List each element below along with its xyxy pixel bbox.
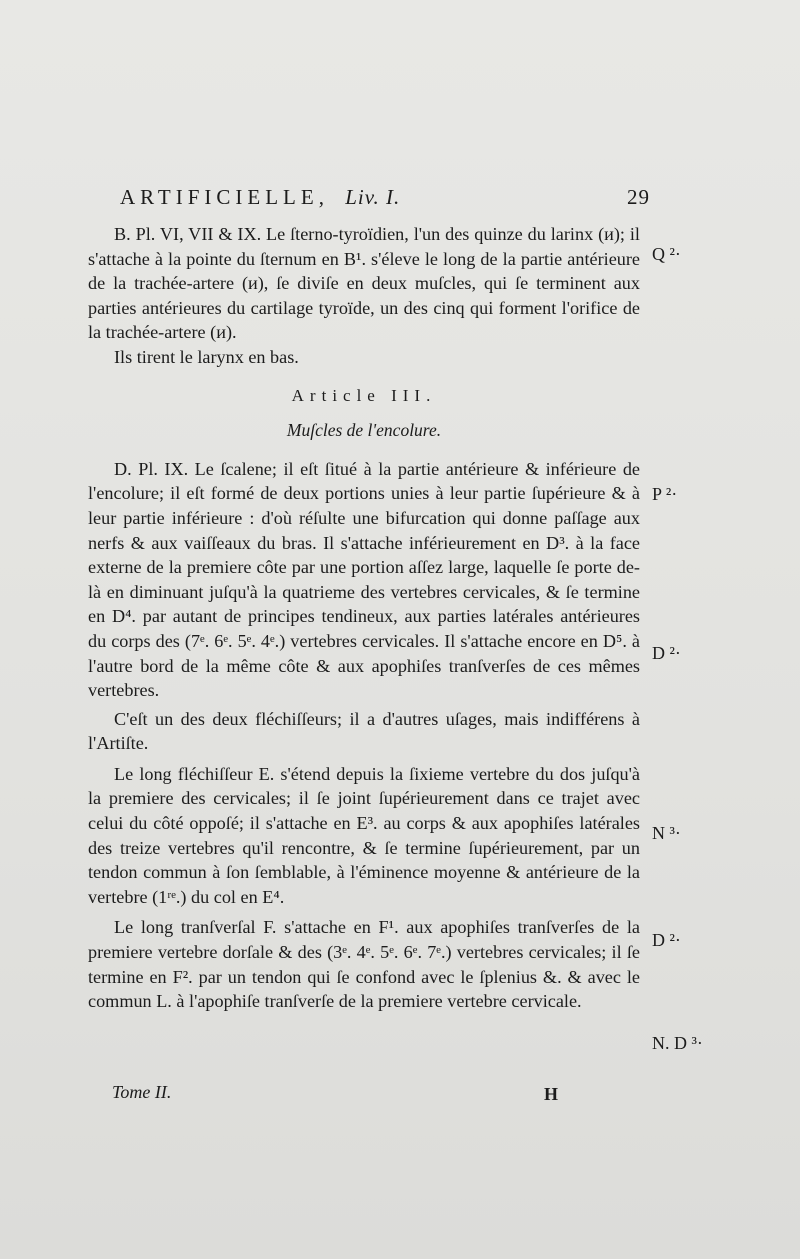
paragraph-flechisseurs: C'eſt un des deux fléchiſſeurs; il a d'autres uſages, mais indifférens à l'Artiſte.	[88, 708, 640, 754]
header-title: ARTIFICIELLE,	[120, 185, 329, 209]
paragraph-long-flechisseur: Le long fléchiſſeur E. s'étend depuis la ſixieme vertebre du dos juſqu'à la premiere des cervicales; il ſe joint ſupérieurement dans ce trajet avec celui du côté oppoſé; il s'attache en E³. au corps & aux apophiſes latérales des treize vertebres qu'il rencontre, & ſe termine ſupérieurement, par un tendon commun à ſon ſemblable, à l'éminence moyenne & antérieure de la vertebre (1ʳᵉ.) du col en E⁴.	[88, 763, 640, 907]
section-title: Muſcles de l'encolure.	[286, 420, 442, 441]
paragraph-long-transversal: Le long tranſverſal F. s'attache en F¹. aux apophiſes tranſverſes de la premiere vertebre dorſale & des (3ᵉ. 4ᵉ. 5ᵉ. 6ᵉ. 7ᵉ.) vertebres cervicales; il ſe termine en F². par un tendon qui ſe confond avec le ſplenius &. & avec le commun L. à l'apophiſe tranſverſe de la premiere vertebre cervicale.	[88, 917, 640, 1012]
margin-note-n3: N ³·	[652, 823, 681, 843]
margin-note-nd3: N. D ³·	[652, 1033, 703, 1053]
volume-label: Tome II.	[112, 1082, 172, 1102]
header-book: Liv. I.	[345, 185, 401, 209]
margin-note-p2: P ²·	[652, 484, 678, 504]
running-header	[120, 185, 650, 210]
page-number: 29	[627, 185, 650, 209]
margin-note-d2-a: D ²·	[652, 643, 681, 663]
page-footer	[112, 1082, 582, 1103]
article-heading: Article III.	[291, 385, 437, 405]
body-text	[88, 222, 640, 1014]
paragraph-sterno-tyroidien: B. Pl. VI, VII & IX. Le ſterno-tyroïdien, l'un des quinze du larinx (ᴎ); il s'attache à la pointe du ſternum en B¹. s'éleve le long de la partie antérieure de la trachée-artere (ᴎ), ſe diviſe en deux muſcles, qui ſe terminent aux parties antérieures du cartilage tyroïde, un des cinq qui forment l'orifice de la trachée-artere (ᴎ).	[88, 224, 640, 343]
paragraph-scalene: D. Pl. IX. Le ſcalene; il eſt ſitué à la partie antérieure & inférieure de l'encolure; il eſt formé de deux portions unies à leur partie ſupérieure & à leur partie inférieure : d'où réſulte une bifurcation qui donne paſſage aux nerfs & aux vaiſſeaux du bras. Il s'attache inférieurement en D³. à la face externe de la premiere côte par une portion aſſez large, laquelle ſe porte de-là en diminuant juſqu'à la quatrieme des vertebres cervicales, & ſe termine en D⁴. par autant de principes tendineux, aux parties latérales antérieures du corps des (7ᵉ. 6ᵉ. 5ᵉ. 4ᵉ.) vertebres cervicales. Il s'attache encore en D⁵. à l'autre bord de la même côte & aux apophiſes tranſverſes de ces mêmes vertebres.	[88, 458, 640, 701]
paragraph-larynx: Ils tirent le larynx en bas.	[114, 346, 299, 367]
margin-note-d2-b: D ²·	[652, 930, 681, 950]
signature-mark: H	[544, 1084, 559, 1104]
margin-note-q2: Q ²·	[652, 244, 681, 264]
